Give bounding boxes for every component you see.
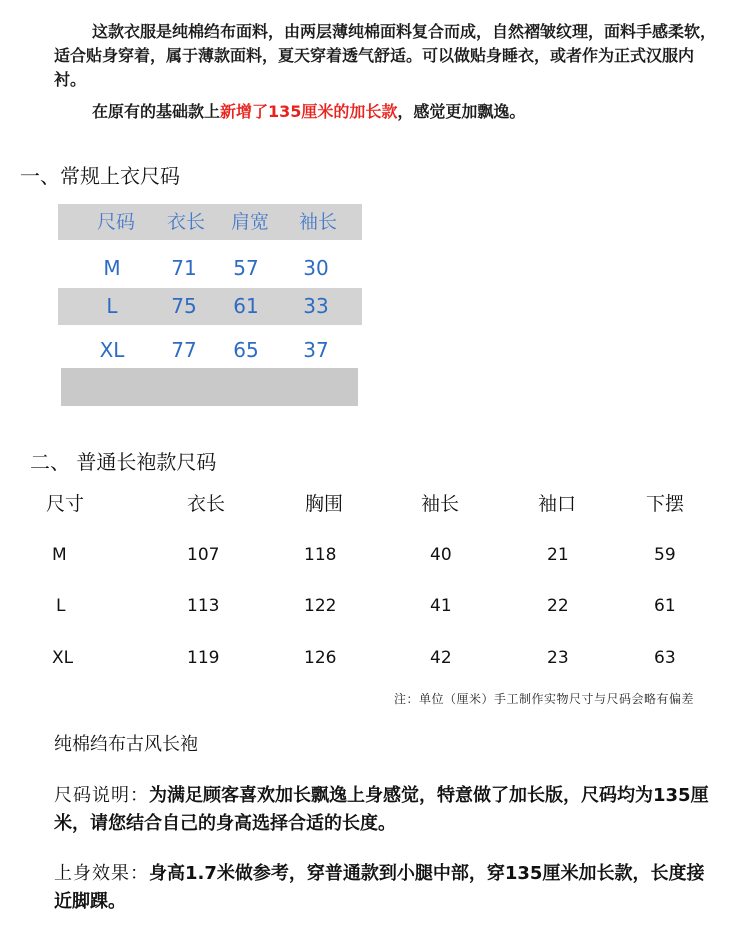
table1-row <box>58 332 362 368</box>
table1-cell: 30 <box>303 256 329 280</box>
intro-text <box>54 20 720 124</box>
table1-header-row <box>58 204 362 240</box>
table2-cell: L <box>56 596 66 616</box>
table2-cell: 41 <box>430 596 452 616</box>
table2-cell: 63 <box>654 648 676 668</box>
product-title: 纯棉绉布古风长袍 <box>54 734 198 755</box>
table2-header-hem: 下摆 <box>646 493 685 515</box>
table2-cell: 23 <box>547 648 569 668</box>
table1-header-size: 尺码 <box>96 211 135 233</box>
table2-cell: 42 <box>430 648 452 668</box>
size-description-label: 尺码说明： <box>54 785 149 806</box>
table1-cell: 75 <box>171 294 197 318</box>
table2-header-chest: 胸围 <box>305 493 344 515</box>
intro-paragraph-2 <box>54 100 720 124</box>
table2-cell: M <box>52 545 67 565</box>
table2-cell: 107 <box>187 545 220 565</box>
table2-header-size: 尺寸 <box>46 493 85 515</box>
table2-header-sleeve: 袖长 <box>421 493 460 515</box>
table1-cell: 37 <box>303 338 329 362</box>
table1-cell: 33 <box>303 294 329 318</box>
table1-header-length: 衣长 <box>166 211 205 233</box>
table2-cell: 119 <box>187 648 220 668</box>
table2-cell: 61 <box>654 596 676 616</box>
table1-cell: XL <box>99 338 125 362</box>
table1-cell: 71 <box>171 256 197 280</box>
table2-cell: 113 <box>187 596 220 616</box>
size-description-text: 为满足顾客喜欢加长飘逸上身感觉，特意做了加长版，尺码均为135厘米，请您结合自己的身高选择合适的长度。 <box>54 785 709 834</box>
size-description <box>54 782 714 838</box>
table2-row <box>0 638 750 678</box>
table2-cell: 22 <box>547 596 569 616</box>
wearing-effect-text: 身高1.7米做参考，穿普通款到小腿中部，穿135厘米加长款，长度接近脚踝。 <box>54 863 705 912</box>
section2-title: 二、 普通长袍款尺码 <box>30 450 217 474</box>
table1-cell: M <box>103 256 121 280</box>
table2-cell: 21 <box>547 545 569 565</box>
table2-cell: XL <box>52 648 74 668</box>
intro-p2-highlight: 新增了135厘米的加长款 <box>220 102 398 121</box>
table2-header-length: 衣长 <box>187 493 226 515</box>
table1-cell: 77 <box>171 338 197 362</box>
table2-row <box>0 586 750 626</box>
intro-paragraph-1: 这款衣服是纯棉绉布面料，由两层薄纯棉面料复合而成，自然褶皱纹理，面料手感柔软，适合贴身穿着，属于薄款面料，夏天穿着透气舒适。可以做贴身睡衣，或者作为正式汉服内衬。 <box>54 22 717 89</box>
table2-header-row <box>0 484 750 524</box>
table2-cell: 126 <box>304 648 337 668</box>
unit-note: 注：单位（厘米）手工制作实物尺寸与尺码会略有偏差 <box>393 692 694 706</box>
intro-p2-before: 在原有的基础款上 <box>92 102 221 121</box>
intro-p2-after: ，感觉更加飘逸。 <box>397 102 526 121</box>
table2-header-cuff: 袖口 <box>538 493 577 515</box>
table2-cell: 40 <box>430 545 452 565</box>
table1-cell: 57 <box>233 256 259 280</box>
table2-cell: 118 <box>304 545 337 565</box>
table1-cell: 61 <box>233 294 259 318</box>
wearing-effect <box>54 860 714 916</box>
table1-header-sleeve: 袖长 <box>298 211 337 233</box>
table1-row <box>58 288 362 325</box>
table1-row <box>58 250 362 286</box>
table1-empty-band <box>61 368 358 406</box>
table1-header-shoulder: 肩宽 <box>230 211 269 233</box>
table2-cell: 122 <box>304 596 337 616</box>
table1-cell: L <box>106 294 118 318</box>
table2-row <box>0 535 750 575</box>
table2-cell: 59 <box>654 545 676 565</box>
section1-title: 一、常规上衣尺码 <box>20 164 180 188</box>
wearing-effect-label: 上身效果： <box>54 863 149 884</box>
table1-cell: 65 <box>233 338 259 362</box>
